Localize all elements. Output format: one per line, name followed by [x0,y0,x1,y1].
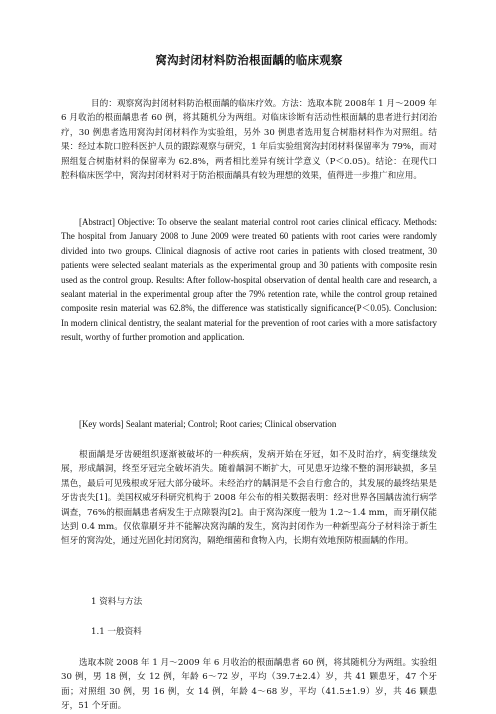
abstract-chinese: 目的：观察窝沟封闭材料防治根面龋的临床疗效。方法：选取本院 2008年 1 月～2009 年 6 月收治的根面龋患者 60 例，将其随机分为两组。对临床诊断有活动性根面龋的患者进行封闭治疗，30 例患者选用窝沟封闭材料作为实验组，另外 30 例患者选用复合树脂材料作为对照组。结果：经过本院口腔科医护人员的跟踪观察与研究，1 年后实验组窝沟封闭材料保留率为 79%，而对照组复合树脂材料的保留率为 62.8%，两者相比差异有统计学意义（P＜0.05)。结论：在现代口腔科临床医学中，窝沟封闭材料对于防治根面龋具有较为理想的效果，值得进一步推广和应用。 [61,99,437,182]
general-data-paragraph: 选取本院 2008 年 1 月～2009 年 6 月收治的根面龋患者 60 例，将其随机分为两组。实验组 30 例，男 18 例，女 12 例，年龄 6～72 岁，平均（39.7±2.4）岁，共 41 颗患牙，47 个牙面；对照组 30 例，男 16 例，女 14 例，年龄 4～68 岁，平均（41.5±1.9）岁，共 46 颗患牙，51 个牙面。 [61,658,437,712]
paper-title: 窝沟封闭材料防治根面龋的临床观察 [155,53,343,67]
keywords: [Key words] Sealant material; Control; Root caries; Clinical observation [79,419,337,429]
subsection-heading-general-data: 1.1 一般资料 [91,627,142,637]
introduction-paragraph: 根面龋是牙齿硬组织逐渐被破坏的一种疾病，发病开始在牙冠，如不及时治疗，病变继续发展，形成龋洞，终至牙冠完全破坏消失。随着龋洞不断扩大，可见患牙边缘不整的洞形缺损，多呈黑色，最后可见残根或牙冠大部分破坏。未经治疗的龋洞是不会自行愈合的，其发展的最终结果是牙齿丧失[1]。美国权威牙科研究机构于 2008 年公布的相关数据表明：经对世界各国龋齿流行病学调查，76%的根面龋患者病发生于点隙裂沟[2]。由于窝沟深度一般为 1.2～1.4 mm，而牙刷仅能达到 0.4 mm。仅依靠刷牙并不能解决窝沟龋的发生，窝沟封闭作为一种新型高分子材料涂于新生恒牙的窝沟处，通过光固化封闭窝沟，隔绝细菌和食物入内，长期有效地预防根面龋的作用。 [61,450,437,547]
abstract-english: [Abstract] Objective: To observe the sealant material control root caries clinical efficacy. Methods: The hospital from January 2008 to June 2009 were treated 60 patients with root caries were randomly divided into two groups. Clinical diagnosis of active root caries in patients with closed treatment, 30 patients were selected sealant materials as the experimental group and 30 patients with composite resin used as the control group. Results: After follow-hospital observation of dental health care and research, a sealant material in the experimental group after the 79% retention rate, while the control group retained composite resin material was 62.8%, the difference was statistically significance(P＜0.05). Conclusion: In modern clinical dentistry, the sealant material for the prevention of root caries with a more satisfactory result, worthy of further promotion and application. [61,217,437,343]
section-heading-materials-methods: 1 资料与方法 [91,597,143,607]
